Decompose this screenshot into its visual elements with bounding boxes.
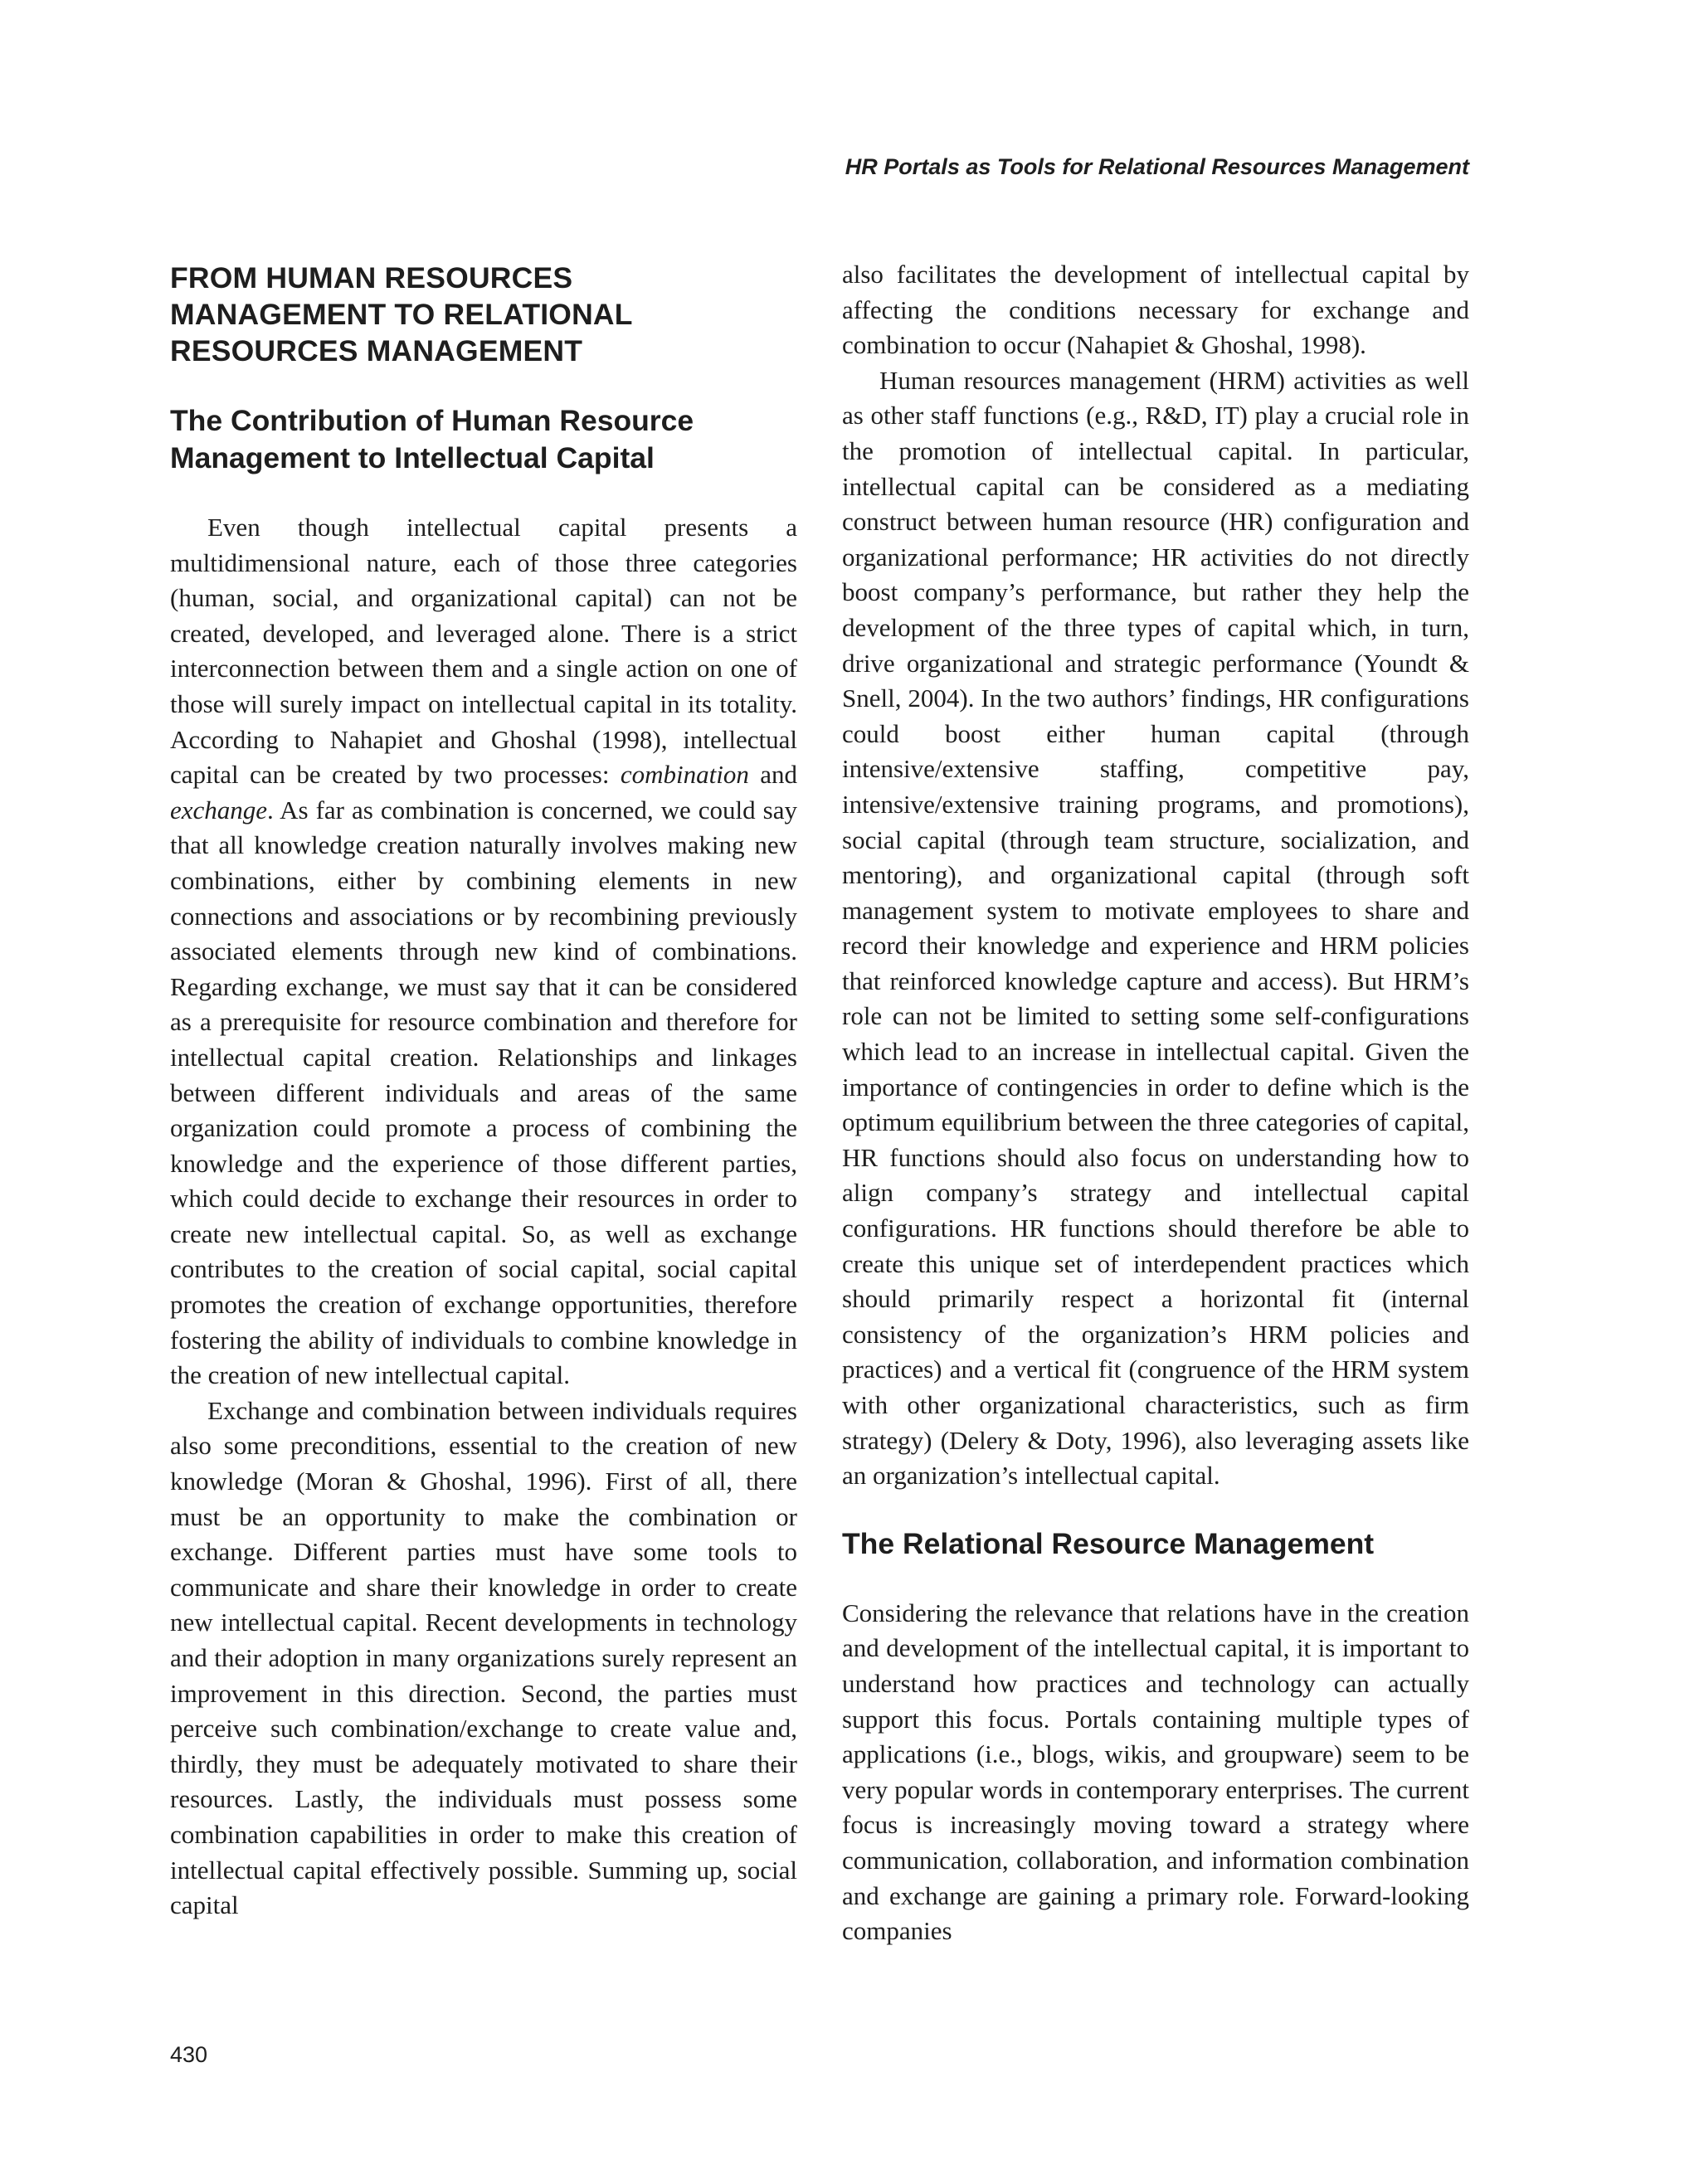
paragraph-hrm-activities: Human resources management (HRM) activities as well as other staff functions (e.g., R&D, IT) play a crucial role in the promotion of intellectual capital. In particular, intellectual capital can be considered as a mediating construct between human resource (HR) configuration and organizational performance; HR activities do not directly boost company’s performance, but rather they help the development of the three types of capital which, in turn, drive organizational and strategic performance (Youndt & Snell, 2004). In the two authors’ findings, HR configurations could boost either human capital (through intensive/extensive staffing, competitive pay, intensive/extensive training programs, and promotions), social capital (through team structure, socialization, and mentoring), and organizational capital (through soft management system to motivate employees to share and record their knowledge and experience and HRM policies that reinforced knowledge capture and access). But HRM’s role can not be limited to setting some self-configurations which lead to an increase in intellectual capital. Given the importance of contingencies in order to define which is the optimum equilibrium between the three categories of capital, HR functions should also focus on understanding how to align company’s strategy and intellectual capital configurations. HR functions should therefore be able to create this unique set of interdependent practices which should primarily respect a horizontal fit (internal consistency of the organization’s HRM policies and practices) and a vertical fit (congruence of the HRM system with other organizational characteristics, such as firm strategy) (Delery & Doty, 1996), also leveraging assets like an organization’s intellectual capital.	[842, 365, 1469, 1491]
paragraph-1-text-part-1: Even though intellectual capital presents a multidimensional nature, each of those three categories (human, social, and organizational capital) can not be created, developed, and leveraged alone. There is a strict interconnection between them and a single action on one of those will surely impact on intellectual capital in its totality. According to Nahapiet and Ghoshal (1998), intellectual capital can be created by two processes:	[170, 513, 797, 790]
subsection-title-line-2: Management to Intellectual Capital	[170, 441, 655, 474]
page-number: 430	[170, 2042, 208, 2067]
subsection-title-relational-resource: The Relational Resource Management	[842, 1526, 1375, 1560]
left-column	[170, 260, 797, 1924]
paragraph-1-connector: and	[748, 760, 797, 790]
paragraph-intellectual-capital-processes	[170, 510, 797, 1394]
paragraph-continued: also facilitates the development of intellectual capital by affecting the conditions necessary for exchange and combination to occur (Nahapiet & Ghoshal, 1998).	[842, 260, 1469, 360]
paragraph-preconditions: Exchange and combination between individuals requires also some preconditions, essential to the creation of new knowledge (Moran & Ghoshal, 1996). First of all, there must be an opportunity to make the combination or exchange. Different parties must have some tools to communicate and share their knowledge in order to create new intellectual capital. Recent developments in technology and their adoption in many organizations surely represent an improvement in this direction. Second, the parties must perceive such combination/exchange to create value and, thirdly, they must be adequately motivated to share their resources. Lastly, the individuals must possess some combination capabilities in order to make this creation of intellectual capital effectively possible. Summing up, social capital	[170, 1395, 797, 1920]
right-column	[842, 257, 1469, 1949]
term-exchange: exchange	[170, 795, 268, 824]
section-title	[170, 260, 797, 369]
section-title-line-1: FROM HUMAN RESOURCES	[170, 261, 573, 294]
subsection-title-line-1: The Contribution of Human Resource	[170, 404, 694, 437]
paragraph-1-text-part-2: . As far as combination is concerned, we could say that all knowledge creation naturally involves making new combinations, either by combining elements in new connections and associations or by recombining previously associated elements through new kind of combinations. Regarding exchange, we must say that it can be considered as a prerequisite for resource combination and therefore for intellectual capital creation. Relationships and linkages between different individuals and areas of the same organization could promote a process of combining the knowledge and the experience of those different parties, which could decide to exchange their resources in order to create new intellectual capital. So, as well as exchange contributes to the creation of social capital, social capital promotes the creation of exchange opportunities, therefore fostering the ability of individuals to combine knowledge in the creation of new intellectual capital.	[170, 795, 797, 1390]
subsection-title-contribution	[170, 402, 797, 477]
section-title-line-3: RESOURCES MANAGEMENT	[170, 334, 583, 367]
paragraph-relations-relevance: Considering the relevance that relations have in the creation and development of the intellectual capital, it is important to understand how practices and technology can actually support this focus. Portals containing multiple types of applications (i.e., blogs, wikis, and groupware) seem to be very popular words in contemporary enterprises. The current focus is increasingly moving toward a strategy where communication, collaboration, and information combination and exchange are gaining a primary role. Forward-looking companies	[842, 1598, 1469, 1946]
section-title-line-2: MANAGEMENT TO RELATIONAL	[170, 298, 633, 331]
term-combination: combination	[620, 760, 749, 790]
running-head: HR Portals as Tools for Relational Resources Management	[845, 154, 1469, 179]
